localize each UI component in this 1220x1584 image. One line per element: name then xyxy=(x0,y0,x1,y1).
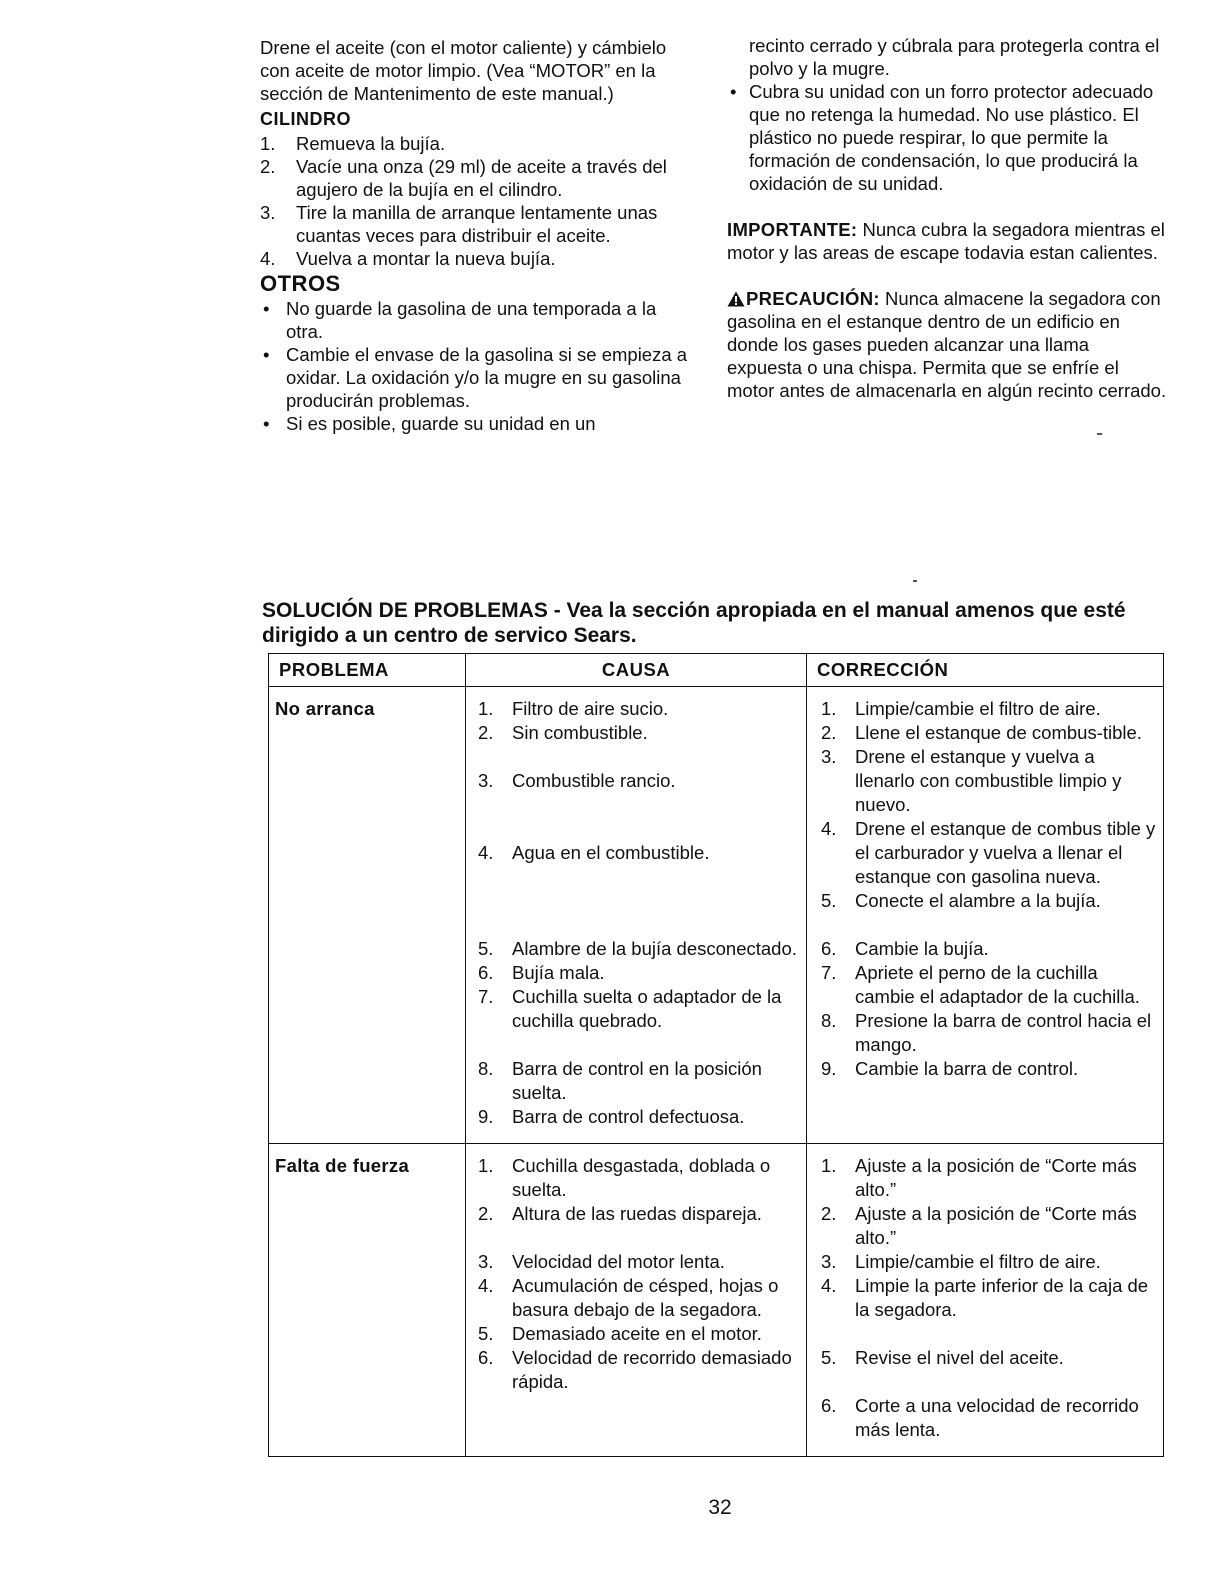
corrections-cell xyxy=(807,687,1164,1144)
list-item: 3. Tire la manilla de arranque lentamente unas cuantas veces para distribuir el aceite. xyxy=(260,202,658,246)
otros-bullets xyxy=(260,297,690,435)
problem-cell: No arranca xyxy=(269,687,466,1144)
list-item: 6. Cambie la bujía. xyxy=(821,938,989,959)
list-item: 3. Limpie/cambie el filtro de aire. xyxy=(821,1251,1101,1272)
list-item: 1. Filtro de aire sucio. xyxy=(478,698,669,719)
header-correccion: CORRECCIÓN xyxy=(807,654,1164,687)
list-item: 1. Cuchilla desgastada, doblada o suelta. xyxy=(478,1155,771,1200)
scan-speck xyxy=(1097,433,1102,435)
list-item: • Cambie el envase de la gasolina si se empieza a oxidar. La oxidación y/o la mugre en su gasolina producirán problemas. xyxy=(263,344,688,411)
list-item: 1. Ajuste a la posición de “Corte más alto.” xyxy=(821,1155,1137,1200)
list-item: 1. Limpie/cambie el filtro de aire. xyxy=(821,698,1101,719)
list-item: 4. Acumulación de césped, hojas o basura debajo de la segadora. xyxy=(478,1275,779,1320)
troubleshooting-title xyxy=(262,598,1162,648)
troubleshooting-title-rest: - Vea la sección apropiada en el manual amenos que esté dirigido a un centro de servico Sears. xyxy=(262,599,1126,647)
list-item: 2. Llene el estanque de combus-tible. xyxy=(821,722,1142,743)
list-item: • Cubra su unidad con un forro protector adecuado que no retenga la humedad. No use plástico. El plástico no puede respirar, lo que permite la formación de condensación, lo que producirá la oxidación de su unidad. xyxy=(730,81,1154,194)
list-item: 6. Corte a una velocidad de recorrido más lenta. xyxy=(821,1395,1139,1440)
bullet-icon: • xyxy=(263,344,270,365)
list-item: 9. Barra de control defectuosa. xyxy=(478,1106,745,1127)
list-item: 6. Velocidad de recorrido demasiado rápida. xyxy=(478,1347,792,1392)
caution-text: Nunca almacene la segadora con gasolina en el estanque dentro de un edificio en donde los gases pueden alcanzar una llama expuesta o una chispa. Permita que se enfríe el motor antes de almacenarla en algún recinto cerrado. xyxy=(727,288,1167,401)
table-header-row xyxy=(269,654,1164,687)
list-item: • Si es posible, guarde su unidad en un xyxy=(263,413,596,434)
right-column xyxy=(727,34,1167,402)
troubleshooting-title-bold: SOLUCIÓN DE PROBLEMAS xyxy=(262,599,548,622)
list-item: 4. Agua en el combustible. xyxy=(478,842,710,863)
table-row xyxy=(269,687,1164,1144)
causes-cell xyxy=(466,687,807,1144)
storage-bullets xyxy=(727,34,1167,195)
causes-cell xyxy=(466,1144,807,1457)
list-item: • No guarde la gasolina de una temporada a la otra. xyxy=(263,298,657,342)
oil-drain-paragraph: Drene el aceite (con el motor caliente) y cámbielo con aceite de motor limpio. (Vea “MOTOR” en la sección de Mantenimento de este manual.) xyxy=(260,37,667,104)
important-label: IMPORTANTE: xyxy=(727,219,858,240)
list-item: 5. Conecte el alambre a la bujía. xyxy=(821,890,1101,911)
cilindro-steps xyxy=(260,132,690,270)
list-item: 8. Presione la barra de control hacia el mango. xyxy=(821,1010,1152,1055)
list-item: 5. Demasiado aceite en el motor. xyxy=(478,1323,762,1344)
list-item: 2. Ajuste a la posición de “Corte más alto.” xyxy=(821,1203,1137,1248)
scan-speck xyxy=(913,580,917,582)
list-item: 9. Cambie la barra de control. xyxy=(821,1058,1079,1079)
corrections-cell xyxy=(807,1144,1164,1457)
list-item: 3. Velocidad del motor lenta. xyxy=(478,1251,725,1272)
list-item: 7. Cuchilla suelta o adaptador de la cuchilla quebrado. xyxy=(478,986,782,1031)
bullet-icon: • xyxy=(263,413,270,434)
list-item: 8. Barra de control en la posición suelta. xyxy=(478,1058,762,1103)
cilindro-heading: CILINDRO xyxy=(260,109,351,129)
page-number: 32 xyxy=(708,1496,732,1519)
left-column xyxy=(260,36,690,435)
list-item: 4. Drene el estanque de combus tible y el carburador y vuelva a llenar el estanque con gasolina nueva. xyxy=(821,818,1156,887)
caution-note xyxy=(727,287,1167,402)
table-row xyxy=(269,1144,1164,1457)
list-item: 6. Bujía mala. xyxy=(478,962,605,983)
problem-cell: Falta de fuerza xyxy=(269,1144,466,1457)
important-text: Nunca cubra la segadora mientras el motor y las areas de escape todavia estan calientes. xyxy=(727,219,1165,263)
list-item: 4. Vuelva a montar la nueva bujía. xyxy=(260,248,556,269)
bullet-icon: • xyxy=(263,298,270,319)
troubleshooting-table xyxy=(268,653,1164,1457)
list-item: 7. Apriete el perno de la cuchilla cambie el adaptador de la cuchilla. xyxy=(821,962,1140,1007)
list-item: 1. Remueva la bujía. xyxy=(260,133,446,154)
list-item: 5. Revise el nivel del aceite. xyxy=(821,1347,1064,1368)
list-item: 2. Sin combustible. xyxy=(478,722,648,743)
important-note xyxy=(727,218,1167,264)
warning-triangle-icon xyxy=(727,291,745,307)
header-problema: PROBLEMA xyxy=(269,654,466,687)
list-item: 3. Combustible rancio. xyxy=(478,770,676,791)
list-item: 4. Limpie la parte inferior de la caja de la segadora. xyxy=(821,1275,1149,1320)
list-item: 2. Altura de las ruedas dispareja. xyxy=(478,1203,762,1224)
list-item: 3. Drene el estanque y vuelva a llenarlo con combustible limpio y nuevo. xyxy=(821,746,1122,815)
header-causa: CAUSA xyxy=(466,654,807,687)
list-item: 5. Alambre de la bujía desconectado. xyxy=(478,938,797,959)
bullet-icon: • xyxy=(730,81,737,102)
list-item: 2. Vacíe una onza (29 ml) de aceite a través del agujero de la bujía en el cilindro. xyxy=(260,156,667,200)
caution-label: PRECAUCIÓN: xyxy=(746,288,880,309)
otros-heading: OTROS xyxy=(260,271,341,296)
list-item: recinto cerrado y cúbrala para protegerla contra el polvo y la mugre. xyxy=(749,35,1160,79)
